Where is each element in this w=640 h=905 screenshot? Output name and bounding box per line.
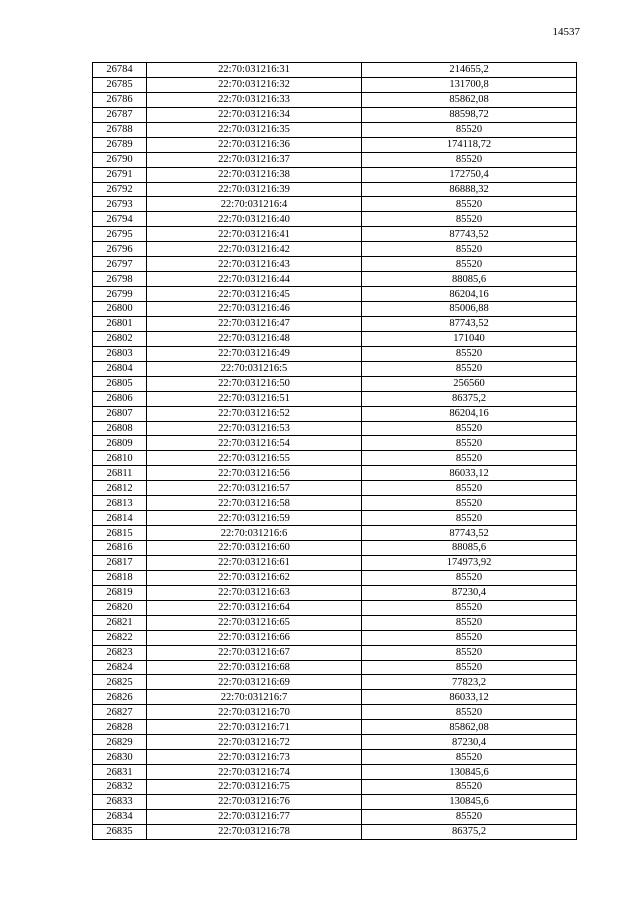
cadastral-number-cell: 22:70:031216:77 (147, 809, 362, 824)
cadastral-number-cell: 22:70:031216:57 (147, 481, 362, 496)
value-cell: 86204,16 (362, 406, 577, 421)
table-row (93, 302, 577, 317)
row-number-cell: 26797 (93, 257, 147, 272)
row-number-cell: 26829 (93, 735, 147, 750)
cadastral-number-cell: 22:70:031216:60 (147, 541, 362, 556)
value-cell: 130845,6 (362, 765, 577, 780)
table-row (93, 481, 577, 496)
table-row (93, 630, 577, 645)
table-row (93, 555, 577, 570)
table-row (93, 63, 577, 78)
value-cell: 86204,16 (362, 287, 577, 302)
value-cell: 86033,12 (362, 690, 577, 705)
cadastral-number-cell: 22:70:031216:49 (147, 346, 362, 361)
row-number-cell: 26784 (93, 63, 147, 78)
value-cell: 87743,52 (362, 316, 577, 331)
row-number-cell: 26811 (93, 466, 147, 481)
row-number-cell: 26798 (93, 272, 147, 287)
cadastral-number-cell: 22:70:031216:40 (147, 212, 362, 227)
value-cell: 85520 (362, 809, 577, 824)
row-number-cell: 26818 (93, 570, 147, 585)
cadastral-value-table (92, 62, 577, 840)
value-cell: 172750,4 (362, 167, 577, 182)
table-row (93, 600, 577, 615)
value-cell: 85520 (362, 436, 577, 451)
value-cell: 130845,6 (362, 794, 577, 809)
row-number-cell: 26786 (93, 92, 147, 107)
cadastral-number-cell: 22:70:031216:65 (147, 615, 362, 630)
row-number-cell: 26813 (93, 496, 147, 511)
cadastral-number-cell: 22:70:031216:36 (147, 137, 362, 152)
cadastral-number-cell: 22:70:031216:46 (147, 302, 362, 317)
table-row (93, 227, 577, 242)
table-row (93, 421, 577, 436)
value-cell: 85520 (362, 705, 577, 720)
cadastral-number-cell: 22:70:031216:52 (147, 406, 362, 421)
row-number-cell: 26799 (93, 287, 147, 302)
row-number-cell: 26835 (93, 824, 147, 839)
value-cell: 88598,72 (362, 107, 577, 122)
row-number-cell: 26816 (93, 541, 147, 556)
value-cell: 171040 (362, 331, 577, 346)
table-row (93, 107, 577, 122)
cadastral-number-cell: 22:70:031216:37 (147, 152, 362, 167)
table-row (93, 794, 577, 809)
value-cell: 88085,6 (362, 541, 577, 556)
cadastral-number-cell: 22:70:031216:78 (147, 824, 362, 839)
cadastral-number-cell: 22:70:031216:62 (147, 570, 362, 585)
cadastral-number-cell: 22:70:031216:32 (147, 77, 362, 92)
value-cell: 256560 (362, 376, 577, 391)
table-row (93, 152, 577, 167)
cadastral-number-cell: 22:70:031216:75 (147, 780, 362, 795)
table-row (93, 690, 577, 705)
cadastral-number-cell: 22:70:031216:31 (147, 63, 362, 78)
row-number-cell: 26787 (93, 107, 147, 122)
cadastral-number-cell: 22:70:031216:63 (147, 585, 362, 600)
cadastral-number-cell: 22:70:031216:5 (147, 361, 362, 376)
table-row (93, 122, 577, 137)
value-cell: 85520 (362, 361, 577, 376)
table-row (93, 391, 577, 406)
cadastral-number-cell: 22:70:031216:35 (147, 122, 362, 137)
value-cell: 85520 (362, 346, 577, 361)
table-row (93, 197, 577, 212)
value-cell: 85862,08 (362, 720, 577, 735)
table-row (93, 526, 577, 541)
cadastral-number-cell: 22:70:031216:41 (147, 227, 362, 242)
cadastral-number-cell: 22:70:031216:59 (147, 511, 362, 526)
value-cell: 85520 (362, 630, 577, 645)
row-number-cell: 26800 (93, 302, 147, 317)
row-number-cell: 26810 (93, 451, 147, 466)
cadastral-number-cell: 22:70:031216:44 (147, 272, 362, 287)
row-number-cell: 26808 (93, 421, 147, 436)
page-number: 14537 (552, 26, 580, 38)
row-number-cell: 26814 (93, 511, 147, 526)
row-number-cell: 26827 (93, 705, 147, 720)
value-cell: 85520 (362, 242, 577, 257)
row-number-cell: 26788 (93, 122, 147, 137)
cadastral-number-cell: 22:70:031216:61 (147, 555, 362, 570)
row-number-cell: 26831 (93, 765, 147, 780)
table-row (93, 92, 577, 107)
value-cell: 174118,72 (362, 137, 577, 152)
table-row (93, 615, 577, 630)
row-number-cell: 26789 (93, 137, 147, 152)
table-row (93, 406, 577, 421)
table-row (93, 570, 577, 585)
value-cell: 87743,52 (362, 227, 577, 242)
row-number-cell: 26825 (93, 675, 147, 690)
table-row (93, 660, 577, 675)
value-cell: 214655,2 (362, 63, 577, 78)
table-row (93, 541, 577, 556)
table-row (93, 705, 577, 720)
value-cell: 174973,92 (362, 555, 577, 570)
cadastral-number-cell: 22:70:031216:43 (147, 257, 362, 272)
table-row (93, 272, 577, 287)
row-number-cell: 26805 (93, 376, 147, 391)
row-number-cell: 26821 (93, 615, 147, 630)
cadastral-number-cell: 22:70:031216:47 (147, 316, 362, 331)
table-row (93, 765, 577, 780)
row-number-cell: 26793 (93, 197, 147, 212)
row-number-cell: 26828 (93, 720, 147, 735)
table-row (93, 585, 577, 600)
cadastral-number-cell: 22:70:031216:64 (147, 600, 362, 615)
value-cell: 87230,4 (362, 585, 577, 600)
row-number-cell: 26807 (93, 406, 147, 421)
cadastral-number-cell: 22:70:031216:39 (147, 182, 362, 197)
row-number-cell: 26804 (93, 361, 147, 376)
table-row (93, 720, 577, 735)
row-number-cell: 26795 (93, 227, 147, 242)
table-row (93, 137, 577, 152)
table-row (93, 77, 577, 92)
value-cell: 85520 (362, 197, 577, 212)
cadastral-number-cell: 22:70:031216:68 (147, 660, 362, 675)
row-number-cell: 26801 (93, 316, 147, 331)
cadastral-number-cell: 22:70:031216:73 (147, 750, 362, 765)
cadastral-number-cell: 22:70:031216:45 (147, 287, 362, 302)
value-cell: 85520 (362, 511, 577, 526)
cadastral-number-cell: 22:70:031216:51 (147, 391, 362, 406)
cadastral-number-cell: 22:70:031216:33 (147, 92, 362, 107)
row-number-cell: 26815 (93, 526, 147, 541)
table-row (93, 750, 577, 765)
row-number-cell: 26823 (93, 645, 147, 660)
table-row (93, 346, 577, 361)
table-row (93, 675, 577, 690)
value-cell: 85862,08 (362, 92, 577, 107)
cadastral-number-cell: 22:70:031216:7 (147, 690, 362, 705)
value-cell: 85520 (362, 600, 577, 615)
table-row (93, 376, 577, 391)
value-cell: 85520 (362, 660, 577, 675)
table-row (93, 436, 577, 451)
row-number-cell: 26802 (93, 331, 147, 346)
cadastral-number-cell: 22:70:031216:48 (147, 331, 362, 346)
cadastral-number-cell: 22:70:031216:70 (147, 705, 362, 720)
table-row (93, 242, 577, 257)
value-cell: 77823,2 (362, 675, 577, 690)
row-number-cell: 26830 (93, 750, 147, 765)
table-row (93, 780, 577, 795)
table-row (93, 511, 577, 526)
value-cell: 85520 (362, 780, 577, 795)
value-cell: 85520 (362, 481, 577, 496)
row-number-cell: 26794 (93, 212, 147, 227)
row-number-cell: 26791 (93, 167, 147, 182)
value-cell: 87743,52 (362, 526, 577, 541)
cadastral-number-cell: 22:70:031216:71 (147, 720, 362, 735)
cadastral-number-cell: 22:70:031216:55 (147, 451, 362, 466)
table-row (93, 824, 577, 839)
value-cell: 85520 (362, 496, 577, 511)
cadastral-number-cell: 22:70:031216:34 (147, 107, 362, 122)
value-cell: 85520 (362, 122, 577, 137)
row-number-cell: 26820 (93, 600, 147, 615)
cadastral-number-cell: 22:70:031216:38 (147, 167, 362, 182)
row-number-cell: 26785 (93, 77, 147, 92)
cadastral-number-cell: 22:70:031216:42 (147, 242, 362, 257)
cadastral-number-cell: 22:70:031216:66 (147, 630, 362, 645)
row-number-cell: 26832 (93, 780, 147, 795)
cadastral-number-cell: 22:70:031216:4 (147, 197, 362, 212)
table-row (93, 212, 577, 227)
value-cell: 86375,2 (362, 391, 577, 406)
cadastral-number-cell: 22:70:031216:53 (147, 421, 362, 436)
value-cell: 85520 (362, 645, 577, 660)
table-row (93, 809, 577, 824)
cadastral-number-cell: 22:70:031216:54 (147, 436, 362, 451)
value-cell: 85520 (362, 152, 577, 167)
cadastral-number-cell: 22:70:031216:58 (147, 496, 362, 511)
row-number-cell: 26812 (93, 481, 147, 496)
table-row (93, 167, 577, 182)
value-cell: 87230,4 (362, 735, 577, 750)
value-cell: 85520 (362, 615, 577, 630)
table-row (93, 331, 577, 346)
cadastral-number-cell: 22:70:031216:72 (147, 735, 362, 750)
row-number-cell: 26806 (93, 391, 147, 406)
value-cell: 86888,32 (362, 182, 577, 197)
row-number-cell: 26817 (93, 555, 147, 570)
row-number-cell: 26819 (93, 585, 147, 600)
row-number-cell: 26809 (93, 436, 147, 451)
table-body (93, 63, 577, 840)
row-number-cell: 26834 (93, 809, 147, 824)
value-cell: 85520 (362, 421, 577, 436)
cadastral-number-cell: 22:70:031216:56 (147, 466, 362, 481)
cadastral-number-cell: 22:70:031216:6 (147, 526, 362, 541)
value-cell: 85520 (362, 212, 577, 227)
table-row (93, 451, 577, 466)
table-row (93, 645, 577, 660)
value-cell: 85520 (362, 750, 577, 765)
row-number-cell: 26824 (93, 660, 147, 675)
table-row (93, 361, 577, 376)
value-cell: 85006,88 (362, 302, 577, 317)
row-number-cell: 26790 (93, 152, 147, 167)
cadastral-number-cell: 22:70:031216:76 (147, 794, 362, 809)
row-number-cell: 26796 (93, 242, 147, 257)
table-row (93, 735, 577, 750)
table-row (93, 182, 577, 197)
value-cell: 131700,8 (362, 77, 577, 92)
table-row (93, 257, 577, 272)
table-row (93, 466, 577, 481)
row-number-cell: 26792 (93, 182, 147, 197)
value-cell: 86375,2 (362, 824, 577, 839)
value-cell: 85520 (362, 570, 577, 585)
value-cell: 86033,12 (362, 466, 577, 481)
table-row (93, 316, 577, 331)
cadastral-number-cell: 22:70:031216:50 (147, 376, 362, 391)
cadastral-number-cell: 22:70:031216:74 (147, 765, 362, 780)
cadastral-number-cell: 22:70:031216:67 (147, 645, 362, 660)
value-cell: 85520 (362, 257, 577, 272)
row-number-cell: 26822 (93, 630, 147, 645)
table-row (93, 496, 577, 511)
table-row (93, 287, 577, 302)
cadastral-number-cell: 22:70:031216:69 (147, 675, 362, 690)
row-number-cell: 26833 (93, 794, 147, 809)
row-number-cell: 26826 (93, 690, 147, 705)
value-cell: 85520 (362, 451, 577, 466)
value-cell: 88085,6 (362, 272, 577, 287)
row-number-cell: 26803 (93, 346, 147, 361)
